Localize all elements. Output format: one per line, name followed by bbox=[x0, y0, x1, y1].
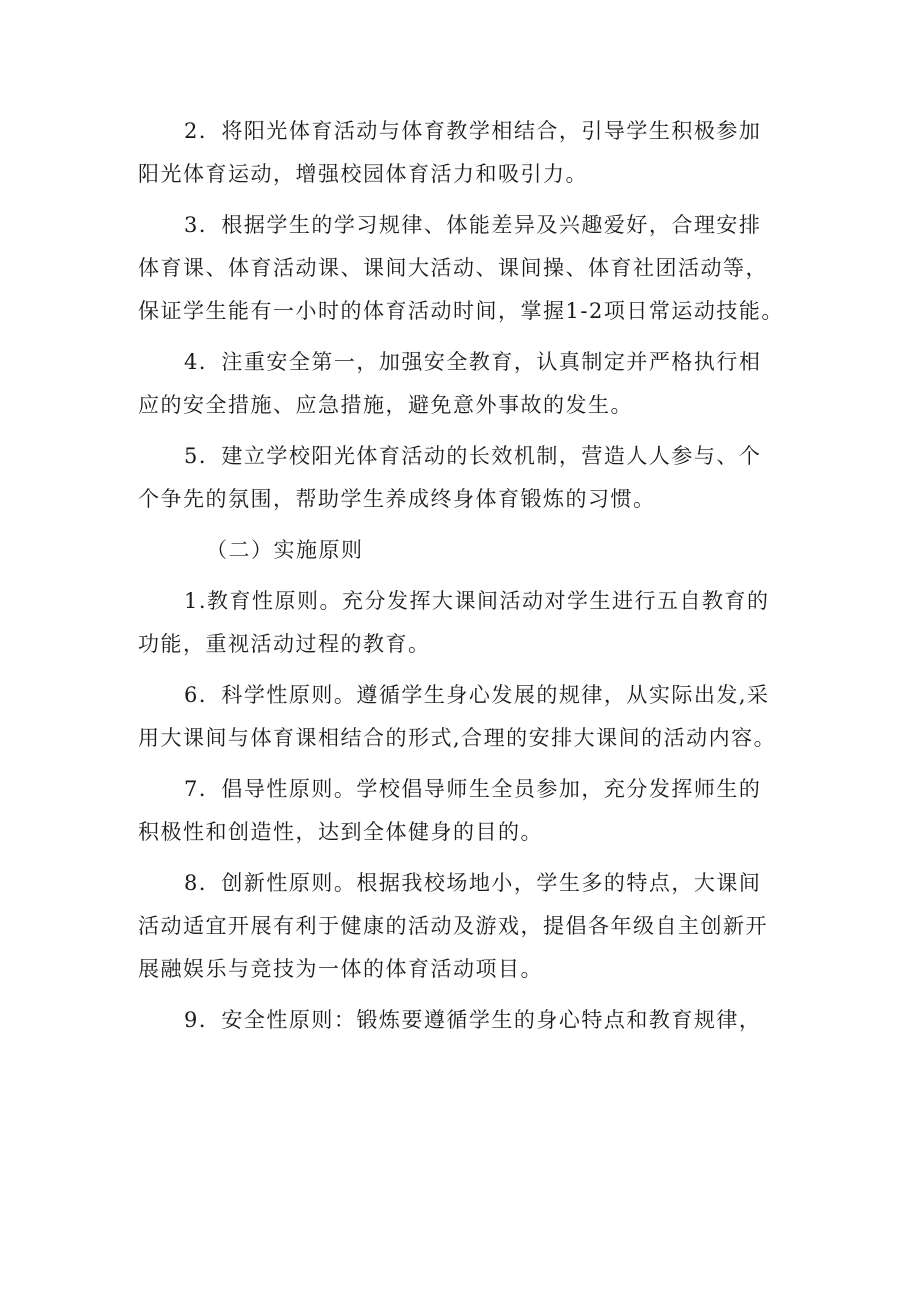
section-heading bbox=[138, 529, 788, 580]
paragraph bbox=[138, 862, 788, 999]
paragraph bbox=[138, 768, 788, 862]
paragraph-line: 保证学生能有一小时的体育活动时间，掌握1-2项日常运动技能。 bbox=[138, 299, 784, 323]
paragraph-line: （二）实施原则 bbox=[206, 538, 364, 562]
paragraph-line: 5．建立学校阳光体育活动的长效机制，营造人人参与、个 bbox=[184, 444, 762, 468]
paragraph-line: 体育课、体育活动课、课间大活动、课间操、体育社团活动等， bbox=[138, 256, 768, 280]
paragraph-line: 2．将阳光体育活动与体育教学相结合，引导学生积极参加 bbox=[184, 119, 762, 143]
paragraph-line: 1.教育性原则。充分发挥大课间活动对学生进行五自教育的 bbox=[184, 589, 770, 613]
paragraph-line: 8．创新性原则。根据我校场地小，学生多的特点，大课间 bbox=[184, 871, 762, 895]
paragraph-line: 功能，重视活动过程的教育。 bbox=[138, 632, 431, 656]
paragraph-line: 展融娱乐与竞技为一体的体育活动项目。 bbox=[138, 957, 543, 981]
paragraph-line: 9．安全性原则：锻炼要遵循学生的身心特点和教育规律， bbox=[184, 1008, 762, 1032]
paragraph bbox=[138, 999, 788, 1050]
paragraph-line: 6．科学性原则。遵循学生身心发展的规律，从实际出发,采 bbox=[184, 683, 770, 707]
paragraph-line: 应的安全措施、应急措施，避免意外事故的发生。 bbox=[138, 393, 633, 417]
paragraph bbox=[138, 110, 788, 204]
paragraph-line: 积极性和创造性，达到全体健身的目的。 bbox=[138, 820, 543, 844]
paragraph-line: 个争先的氛围，帮助学生养成终身体育锻炼的习惯。 bbox=[138, 487, 656, 511]
paragraph bbox=[138, 341, 788, 435]
paragraph bbox=[138, 435, 788, 529]
paragraph-line: 3．根据学生的学习规律、体能差异及兴趣爱好，合理安排 bbox=[184, 213, 762, 237]
paragraph-line: 7．倡导性原则。学校倡导师生全员参加，充分发挥师生的 bbox=[184, 777, 762, 801]
document-body bbox=[138, 110, 788, 1050]
paragraph bbox=[138, 580, 788, 674]
paragraph-line: 4．注重安全第一，加强安全教育，认真制定并严格执行相 bbox=[184, 350, 762, 374]
paragraph-line: 阳光体育运动，增强校园体育活力和吸引力。 bbox=[138, 162, 588, 186]
paragraph-line: 活动适宜开展有利于健康的活动及游戏，提倡各年级自主创新开 bbox=[138, 914, 768, 938]
paragraph-line: 用大课间与体育课相结合的形式,合理的安排大课间的活动内容。 bbox=[138, 726, 777, 750]
paragraph bbox=[138, 674, 788, 768]
paragraph bbox=[138, 204, 788, 341]
